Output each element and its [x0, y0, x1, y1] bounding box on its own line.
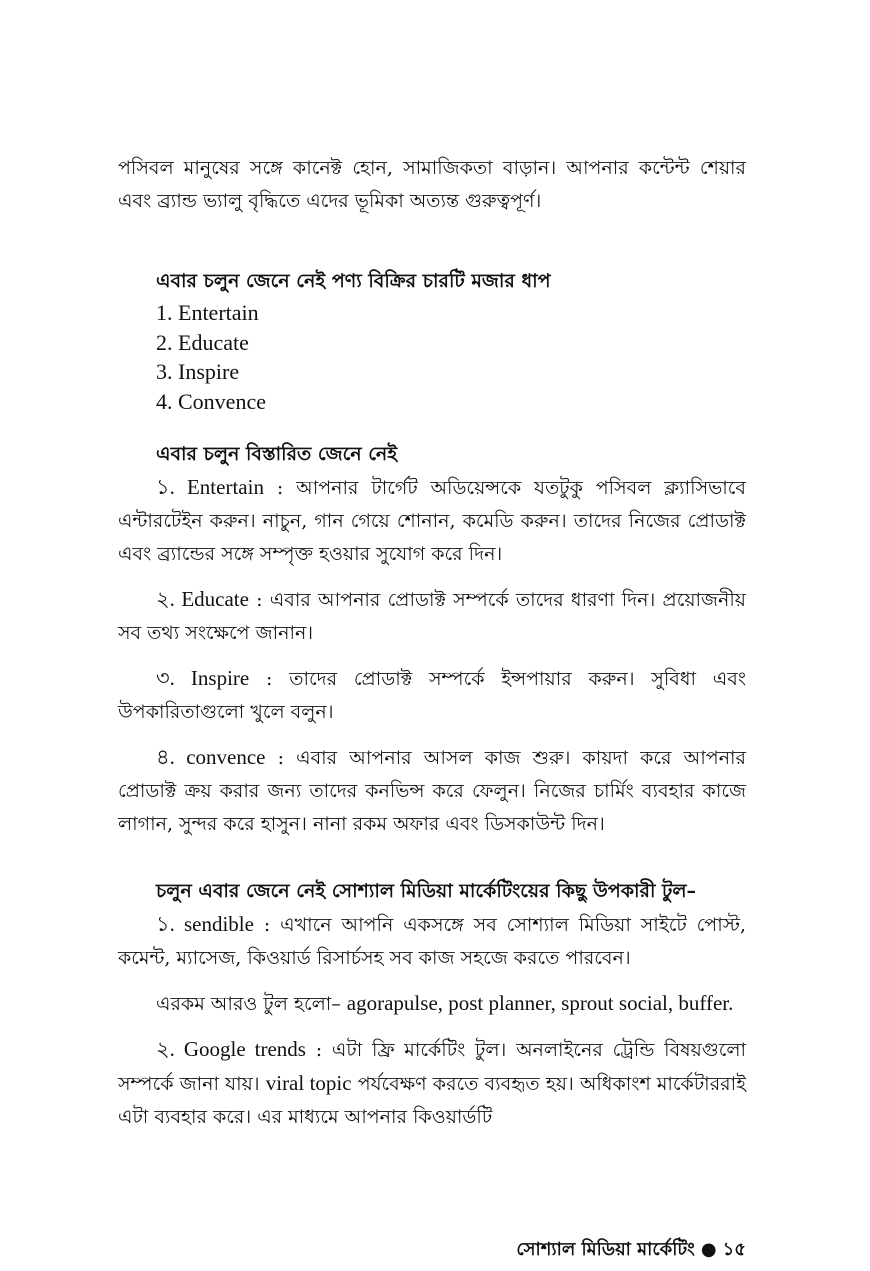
bullet-separator: ● — [700, 1239, 717, 1260]
list-item: 1. Entertain — [156, 300, 259, 325]
detail-text: : এবার আপনার আসল কাজ শুরু। কায়দা করে আপনার প্রোডাক্ট ক্রয় করার জন্য তাদের কনভিন্স করে ফেলুন। নিজের চার্মিং ব্যবহার কাজে লাগান, সুন্দর করে হাসুন। নানা রকম অফার এবং ডিসকাউন্ট দিন। — [118, 747, 746, 835]
intro-paragraph: পসিবল মানুষের সঙ্গে কানেক্ট হোন, সামাজিকতা বাড়ান। আপনার কন্টেন্ট শেয়ার এবং ব্র্যান্ড ভ্যালু বৃদ্ধিতে এদের ভূমিকা অত্যন্ত গুরুত্বপূর্ণ। — [118, 157, 746, 212]
detail-paragraph-educate — [118, 583, 746, 650]
more-tools-paragraph — [118, 987, 746, 1021]
term-google-trends: ২. Google trends — [156, 1037, 306, 1061]
term-entertain: ১. Entertain — [156, 475, 264, 499]
term-sendible: ১. sendible — [156, 912, 254, 936]
tool-text: : এটা ফ্রি মার্কেটিং টুল। অনলাইনের ট্রেন্ডি বিষয়গুলো সম্পর্কে জানা যায়। — [118, 1039, 747, 1095]
detail-paragraph-entertain — [118, 471, 746, 571]
tool-paragraph-google-trends — [118, 1033, 746, 1134]
tool-paragraph-sendible — [118, 908, 746, 975]
steps-list — [118, 298, 746, 416]
tools-heading: চলুন এবার জেনে নেই সোশ্যাল মিডিয়া মার্কেটিংয়ের কিছু উপকারী টুল– — [156, 880, 697, 902]
list-item: 2. Educate — [156, 329, 249, 355]
tool-text-continued: পর্যবেক্ষণ করতে ব্যবহৃত হয়। অধিকাংশ মার্কেটাররাই এটা ব্যবহার করে। এর মাধ্যমে আপনার কিওয়ার্ডটি — [118, 1073, 746, 1128]
page-body — [118, 152, 746, 1134]
viral-topic-text: viral topic — [265, 1071, 352, 1095]
detail-paragraph-inspire — [118, 662, 746, 729]
detail-paragraph-convence — [118, 741, 746, 841]
detail-text: : আপনার টার্গেট অডিয়েন্সকে যতটুকু পসিবল ক্ল্যাসিভাবে এন্টারটেইন করুন। নাচুন, গান গেয়ে শোনান, কমেডি করুন। তাদের নিজের প্রোডাক্ট এবং ব্র্যান্ডের সঙ্গে সম্পৃক্ত হওয়ার সুযোগ করে দিন। — [118, 477, 747, 565]
page-footer — [516, 1235, 746, 1266]
steps-heading: এবার চলুন জেনে নেই পণ্য বিক্রির চারটি মজার ধাপ — [156, 270, 551, 292]
more-tools-list: agorapulse, post planner, sprout social, buffer. — [346, 991, 734, 1015]
list-item: 4. Convence — [156, 388, 266, 414]
running-title: সোশ্যাল মিডিয়া মার্কেটিং — [516, 1239, 695, 1260]
term-convence: ৪. convence — [156, 745, 266, 769]
detail-text: : এবার আপনার প্রোডাক্ট সম্পর্কে তাদের ধারণা দিন। প্রয়োজনীয় সব তথ্য সংক্ষেপে জানান। — [118, 589, 746, 644]
more-tools-lead: এরকম আরও টুল হলো– — [156, 993, 347, 1015]
list-item: 3. Inspire — [156, 359, 240, 384]
page-number: ১৫ — [722, 1239, 746, 1260]
detail-text: : তাদের প্রোডাক্ট সম্পর্কে ইন্সপায়ার করুন। সুবিধা এবং উপকারিতাগুলো খুলে বলুন। — [118, 668, 747, 723]
tool-text: : এখানে আপনি একসঙ্গে সব সোশ্যাল মিডিয়া সাইটে পোস্ট, কমেন্ট, ম্যাসেজ, কিওয়ার্ড রিসার্চসহ সব কাজ সহজে করতে পারবেন। — [118, 914, 746, 969]
details-heading: এবার চলুন বিস্তারিত জেনে নেই — [156, 443, 398, 465]
term-educate: ২. Educate — [156, 587, 249, 611]
term-inspire: ৩. Inspire — [156, 666, 250, 690]
